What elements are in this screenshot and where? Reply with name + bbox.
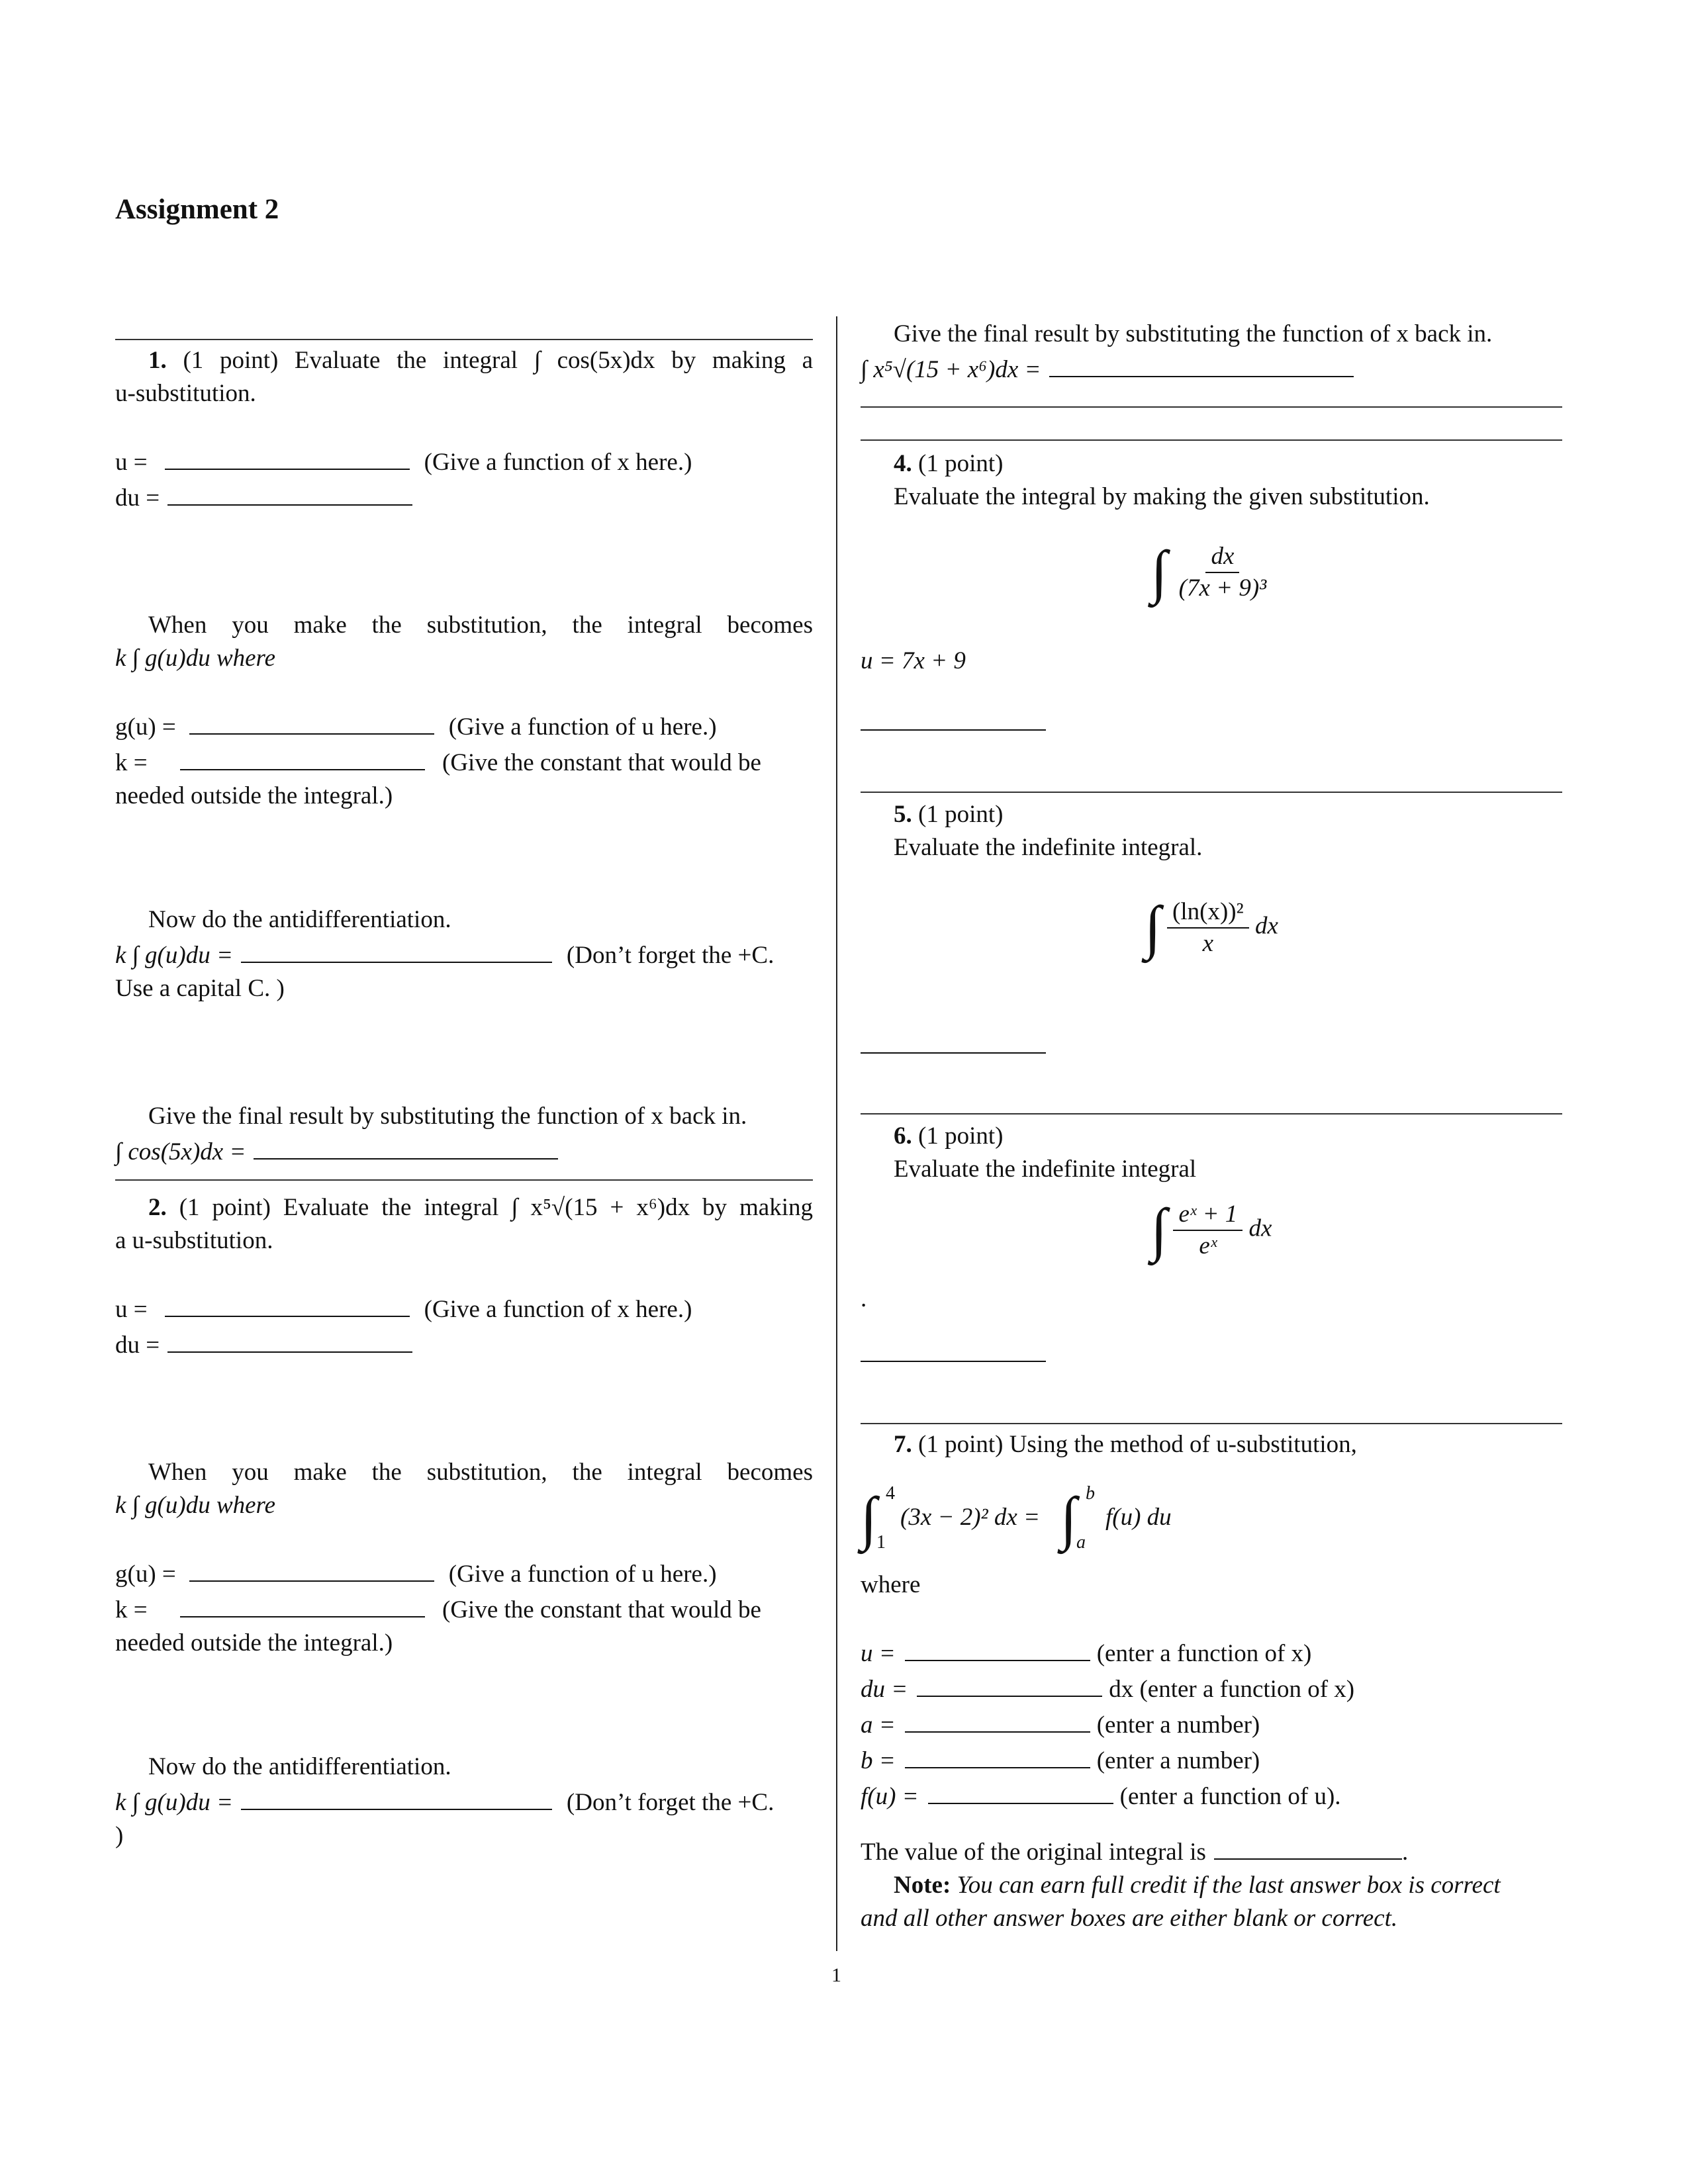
q1-intro	[115, 344, 813, 377]
q7-rhs-lower: a	[1076, 1532, 1086, 1553]
q1-intro-text: (1 point) Evaluate the integral ∫ cos(5x)dx by making a	[183, 347, 814, 374]
q7-note-text-2: and all other answer boxes are either blank or correct.	[861, 1905, 1398, 1932]
q2-u-answer-field[interactable]	[165, 1291, 410, 1317]
q2-subst-line1: When you make the substitution, the integral becomes	[148, 1459, 813, 1486]
question-2	[115, 1191, 813, 1257]
q1-final-answer-field[interactable]	[254, 1133, 558, 1160]
q6-points: (1 point)	[918, 1122, 1004, 1150]
q5-number: 5.	[894, 801, 912, 828]
q4-denominator: (7x + 9)³	[1178, 574, 1267, 602]
q1-anti-label: k ∫ g(u)du =	[115, 942, 233, 969]
q1-final-block	[115, 1100, 813, 1169]
q4-instruction: Evaluate the integral by making the given substitution.	[894, 483, 1430, 510]
page-number: 1	[831, 1964, 841, 1986]
q4-answer-field[interactable]	[861, 704, 1046, 731]
q1-u-label: u =	[115, 449, 148, 476]
q2-subst-block	[115, 1456, 813, 1522]
q5-integral	[861, 897, 1562, 959]
q1-g-hint: (Give a function of u here.)	[448, 713, 717, 741]
q6-fraction	[1173, 1199, 1243, 1261]
q2-g-answer-field[interactable]	[189, 1555, 434, 1582]
q2-anti-answer-field[interactable]	[241, 1784, 552, 1810]
q2-k-hint: (Give the constant that would be	[442, 1596, 761, 1623]
q7-b-answer-field[interactable]	[905, 1742, 1090, 1768]
q2-gk-block	[115, 1555, 813, 1660]
q2-number: 2.	[148, 1194, 167, 1221]
q7-value-end: .	[1401, 1839, 1409, 1866]
q1-k-answer-field[interactable]	[180, 744, 425, 770]
q1-u-hint: (Give a function of x here.)	[424, 449, 692, 476]
question-6	[861, 1120, 1562, 1186]
q1-subst-line2: k ∫ g(u)du where	[115, 645, 275, 672]
q7-rhs-body: f(u) du	[1105, 1504, 1172, 1531]
q5-dx: dx	[1254, 912, 1278, 940]
q1-g-answer-field[interactable]	[189, 708, 434, 735]
q4-top-rule	[861, 439, 1562, 441]
q7-lhs-body: (3x − 2)² dx =	[900, 1504, 1041, 1531]
q4-number: 4.	[894, 450, 912, 477]
q1-k-hint-2: needed outside the integral.)	[115, 782, 393, 809]
q7-intro: (1 point) Using the method of u-substitution,	[918, 1431, 1357, 1458]
q7-value-block	[861, 1833, 1562, 1935]
q2-anti-intro: Now do the antidifferentiation.	[148, 1753, 451, 1780]
q4-integral	[861, 541, 1562, 604]
q1-g-label: g(u) =	[115, 713, 176, 741]
q7-rhs-upper: b	[1086, 1483, 1095, 1504]
q1-du-answer-field[interactable]	[167, 479, 412, 506]
q1-subst-line1: When you make the substitution, the integral becomes	[148, 612, 813, 639]
q6-denominator: eˣ	[1199, 1232, 1217, 1259]
q5-answer-field[interactable]	[861, 1027, 1046, 1054]
q5-fraction	[1167, 897, 1249, 959]
q2-intro	[115, 1191, 813, 1224]
q2-intro-2: a u-substitution.	[115, 1227, 273, 1254]
question-1	[115, 344, 813, 410]
q1-k-hint: (Give the constant that would be	[442, 749, 761, 776]
q1-anti-hint-2: Use a capital C. )	[115, 975, 285, 1002]
q7-du-label: du =	[861, 1676, 908, 1703]
q1-final-intro: Give the final result by substituting the function of x back in.	[148, 1103, 747, 1130]
q6-number: 6.	[894, 1122, 912, 1150]
q7-f-answer-field[interactable]	[928, 1778, 1113, 1804]
q7-equation	[861, 1482, 1562, 1555]
q4-substitution: u = 7x + 9	[861, 647, 966, 674]
q7-u-answer-field[interactable]	[905, 1635, 1090, 1661]
q4-answer-block	[861, 704, 1562, 740]
q7-f-label: f(u) =	[861, 1783, 919, 1810]
q6-answer-field[interactable]	[861, 1336, 1046, 1362]
q7-value-text: The value of the original integral is	[861, 1839, 1206, 1866]
q2-g-label: g(u) =	[115, 1561, 176, 1588]
q6-top-rule	[861, 1113, 1562, 1115]
q7-answers	[861, 1635, 1562, 1813]
q6-dot: .	[861, 1285, 867, 1312]
q7-b-label: b =	[861, 1747, 896, 1774]
q1-intro-2: u-substitution.	[115, 380, 256, 407]
question-5	[861, 798, 1562, 864]
q2-final-block	[861, 318, 1562, 387]
q2-anti-hint: (Don’t forget the +C.	[566, 1789, 774, 1816]
q1-u-block	[115, 443, 813, 515]
q2-du-label: du =	[115, 1332, 160, 1359]
q5-answer-block	[861, 1027, 1562, 1063]
q4-points: (1 point)	[918, 450, 1004, 477]
q5-denominator: x	[1202, 930, 1214, 957]
q7-du-answer-field[interactable]	[917, 1670, 1102, 1697]
q4-integral-sign: ∫	[1150, 539, 1168, 605]
q7-lhs-integral-sign: ∫	[861, 1486, 877, 1551]
q1-k-label: k =	[115, 749, 148, 776]
q7-rhs-integral-sign: ∫	[1060, 1486, 1077, 1551]
q7-u-hint: (enter a function of x)	[1096, 1640, 1312, 1667]
q2-u-block	[115, 1291, 813, 1362]
q4-fraction	[1174, 541, 1272, 604]
q2-g-hint: (Give a function of u here.)	[448, 1561, 717, 1588]
q5-integral-sign: ∫	[1145, 895, 1161, 960]
q6-instruction: Evaluate the indefinite integral	[894, 1156, 1197, 1183]
q7-note-text-1: You can earn full credit if the last answer box is correct	[957, 1872, 1501, 1899]
q2-u-label: u =	[115, 1296, 148, 1323]
q6-dx: dx	[1248, 1214, 1272, 1242]
q6-numerator: eˣ + 1	[1173, 1199, 1243, 1231]
q7-where: where	[861, 1571, 921, 1598]
q4-substitution-block	[861, 645, 1562, 678]
q1-top-rule	[115, 339, 813, 340]
q5-points: (1 point)	[918, 801, 1004, 828]
q1-gk-block	[115, 708, 813, 813]
q5-top-rule	[861, 792, 1562, 793]
q7-du-hint: dx (enter a function of x)	[1109, 1676, 1355, 1703]
q1-du-label: du =	[115, 484, 160, 512]
q1-number: 1.	[148, 347, 167, 374]
q1-anti-block	[115, 903, 813, 1005]
q4-numerator: dx	[1205, 541, 1239, 573]
q7-f-hint: (enter a function of u).	[1119, 1783, 1341, 1810]
q7-u-label: u =	[861, 1640, 896, 1667]
document-title: Assignment 2	[115, 194, 279, 225]
q7-top-rule	[861, 1423, 1562, 1424]
q2-u-hint: (Give a function of x here.)	[424, 1296, 692, 1323]
column-divider	[836, 316, 837, 1951]
q7-a-label: a =	[861, 1711, 896, 1739]
q2-top-rule	[115, 1179, 813, 1181]
q2-du-answer-field[interactable]	[167, 1326, 412, 1353]
question-7	[861, 1428, 1562, 1461]
q2-final-label: ∫ x⁵√(15 + x⁶)dx =	[861, 356, 1041, 383]
q7-a-answer-field[interactable]	[905, 1706, 1090, 1733]
q2-anti-hint-2: )	[115, 1822, 124, 1849]
q2-final-answer-field[interactable]	[1049, 351, 1354, 377]
q2-k-hint-2: needed outside the integral.)	[115, 1629, 393, 1657]
q7-lhs-lower: 1	[876, 1532, 886, 1553]
q2-bottom-rule	[861, 406, 1562, 408]
q1-u-answer-field[interactable]	[165, 443, 410, 470]
q2-subst-line2: k ∫ g(u)du where	[115, 1492, 275, 1519]
q7-a-hint: (enter a number)	[1096, 1711, 1260, 1739]
q2-k-label: k =	[115, 1596, 148, 1623]
q7-b-hint: (enter a number)	[1096, 1747, 1260, 1774]
q2-k-answer-field[interactable]	[180, 1591, 425, 1617]
q5-instruction: Evaluate the indefinite integral.	[894, 834, 1203, 861]
question-4	[861, 447, 1562, 514]
q5-numerator: (ln(x))²	[1167, 897, 1249, 929]
q7-note-label: Note:	[894, 1872, 951, 1899]
q2-anti-block	[115, 1751, 813, 1852]
q1-subst-block	[115, 609, 813, 675]
q1-final-label: ∫ cos(5x)dx =	[115, 1138, 246, 1165]
q7-value-answer-field[interactable]	[1214, 1833, 1402, 1860]
q2-intro-text: (1 point) Evaluate the integral ∫ x⁵√(15 + x⁶)dx by making	[179, 1194, 814, 1221]
q2-final-intro: Give the final result by substituting the function of x back in.	[894, 320, 1493, 347]
q6-answer-block	[861, 1336, 1562, 1371]
q6-integral-sign: ∫	[1150, 1197, 1168, 1263]
q1-anti-answer-field[interactable]	[241, 936, 552, 963]
q2-anti-label: k ∫ g(u)du =	[115, 1789, 233, 1816]
q1-anti-hint: (Don’t forget the +C.	[566, 942, 774, 969]
q1-anti-intro: Now do the antidifferentiation.	[148, 906, 451, 933]
q7-lhs-upper: 4	[886, 1483, 895, 1504]
q7-number: 7.	[894, 1431, 912, 1458]
q6-integral	[861, 1199, 1562, 1261]
